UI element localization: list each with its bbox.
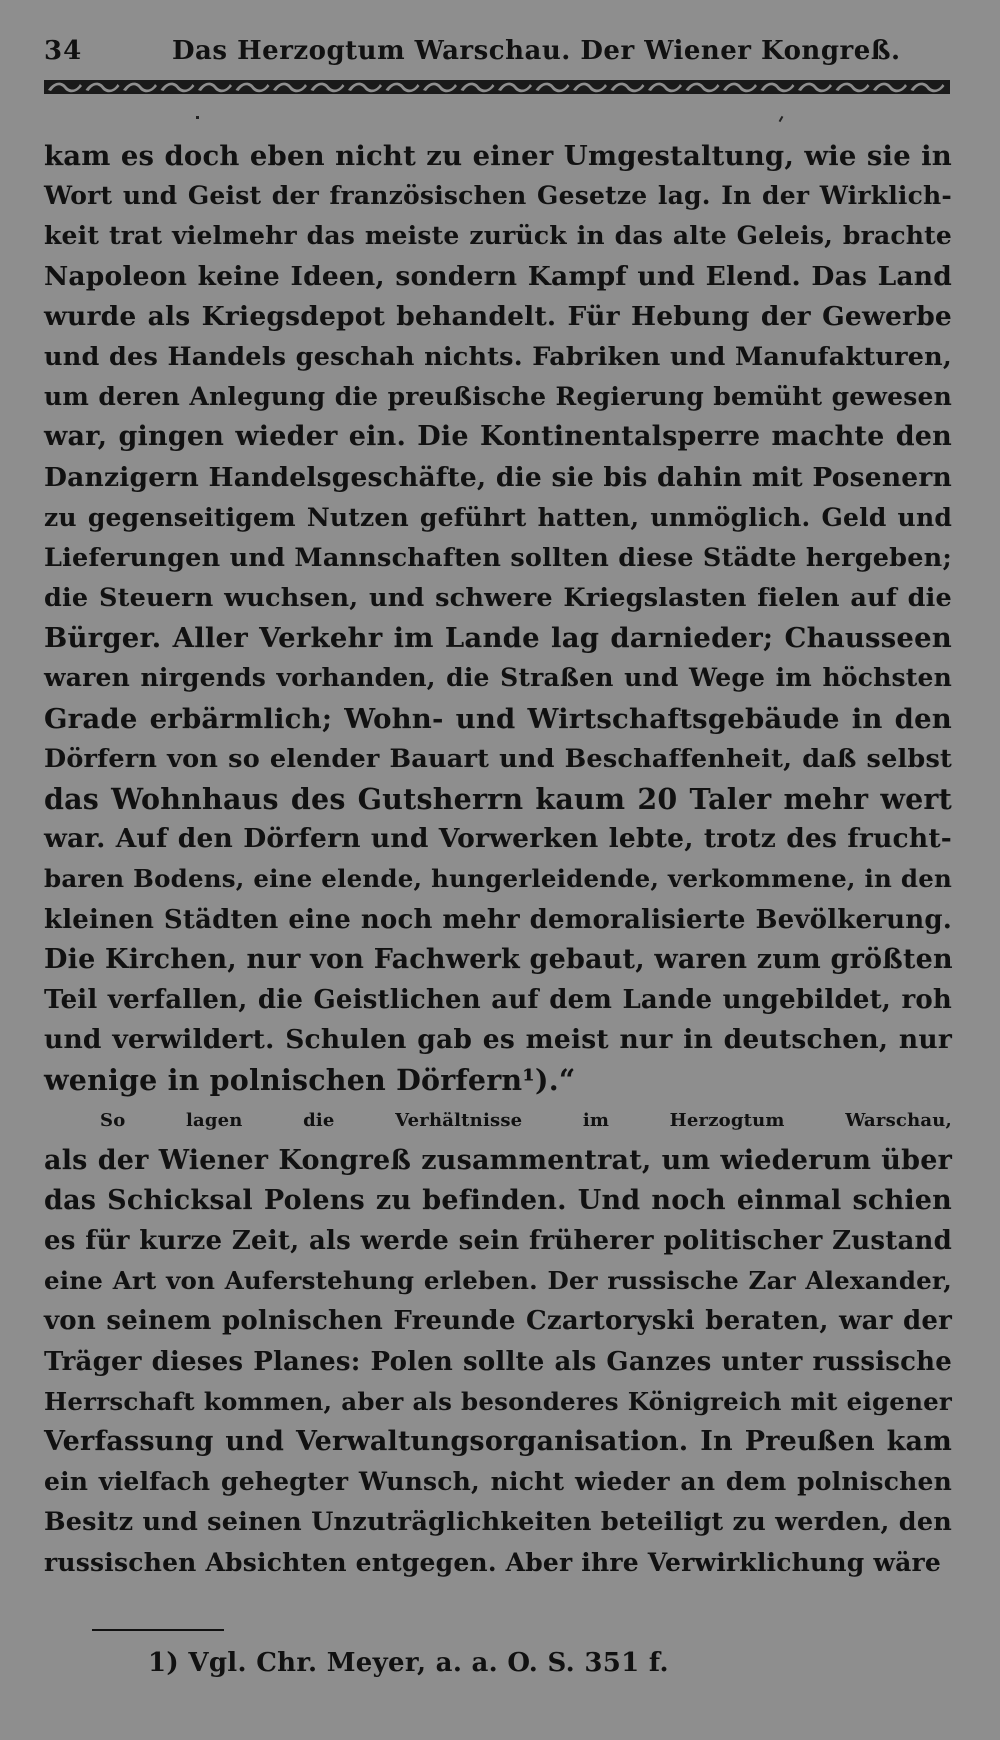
text-line: Träger dieses Planes: Polen sollte als Ganzes unter russische [44, 1346, 952, 1377]
text-line: Wort und Geist der französischen Gesetze lag. In der Wirklich- [44, 181, 952, 211]
text-line: Lieferungen und Mannschaften sollten diese Städte hergeben; [44, 542, 952, 573]
text-line: russischen Absichten entgegen. Aber ihre Verwirklichung wäre [44, 1547, 941, 1577]
text-line: von seinem polnischen Freunde Czartoryski beraten, war der [44, 1306, 952, 1337]
text-line: So lagen die Verhältnisse im Herzogtum Warschau, [100, 1109, 952, 1131]
page-header [44, 30, 950, 70]
text-line: Bürger. Aller Verkehr im Lande lag darnieder; Chausseen [44, 622, 952, 655]
paragraph [44, 1101, 952, 1583]
running-title: Das Herzogtum Warschau. Der Wiener Kongreß. [172, 36, 901, 66]
text-line: und verwildert. Schulen gab es meist nur in deutschen, nur [44, 1024, 952, 1056]
text-line: eine Art von Auferstehung erleben. Der russische Zar Alexander, [44, 1266, 952, 1296]
text-line: wenige in polnischen Dörfern¹).“ [44, 1063, 576, 1098]
text-line: Danzigern Handelsgeschäfte, die sie bis dahin mit Posenern [44, 461, 952, 493]
text-line: um deren Anlegung die preußische Regierung bemüht gewesen [44, 382, 952, 412]
paragraph [44, 136, 952, 1101]
text-line: und des Handels geschah nichts. Fabriken und Manufakturen, [44, 341, 952, 372]
text-line: Teil verfallen, die Geistlichen auf dem Lande ungebildet, roh [44, 984, 952, 1015]
text-line: Besitz und seinen Unzuträglichkeiten beteiligt zu werden, den [44, 1507, 952, 1538]
text-line: wurde als Kriegsdepot behandelt. Für Hebung der Gewerbe [44, 300, 952, 332]
footnote-divider [92, 1629, 224, 1631]
text-line: die Steuern wuchsen, und schwere Kriegslasten fielen auf die [44, 583, 952, 614]
decorative-border-icon [44, 78, 950, 96]
text-line: ein vielfach gehegter Wunsch, nicht wieder an dem polnischen [44, 1467, 952, 1497]
text-line: Grade erbärmlich; Wohn- und Wirtschaftsgebäude in den [44, 702, 952, 735]
text-line: Herrschaft kommen, aber als besonderes Königreich mit eigener [44, 1386, 952, 1416]
text-line: das Wohnhaus des Gutsherrn kaum 20 Taler mehr wert [44, 782, 952, 816]
scan-speck [779, 116, 784, 122]
main-text [44, 136, 952, 1583]
text-line: zu gegenseitigem Nutzen geführt hatten, unmöglich. Geld und [44, 502, 952, 532]
scan-speck [196, 116, 199, 119]
text-line: war, gingen wieder ein. Die Kontinentalsperre machte den [44, 421, 952, 453]
text-line: Verfassung und Verwaltungsorganisation. In Preußen kam [44, 1426, 952, 1457]
text-line: keit trat vielmehr das meiste zurück in das alte Geleis, brachte [44, 221, 952, 251]
text-line: kam es doch eben nicht zu einer Umgestaltung, wie sie in [44, 140, 952, 172]
text-line: waren nirgends vorhanden, die Straßen und Wege im höchsten [44, 663, 952, 693]
text-line: das Schicksal Polens zu befinden. Und noch einmal schien [44, 1184, 952, 1216]
footnote [148, 1648, 669, 1678]
text-line: Die Kirchen, nur von Fachwerk gebaut, waren zum größten [44, 943, 953, 975]
text-line: kleinen Städten eine noch mehr demoralisierte Bevölkerung. [44, 904, 952, 935]
text-line: als der Wiener Kongreß zusammentrat, um wiederum über [44, 1144, 952, 1176]
footnote-marker: 1) [148, 1648, 179, 1678]
footnote-text: Vgl. Chr. Meyer, a. a. O. S. 351 f. [188, 1648, 669, 1678]
text-line: es für kurze Zeit, als werde sein früherer politischer Zustand [44, 1226, 952, 1257]
text-line: Dörfern von so elender Bauart und Beschaffenheit, daß selbst [44, 743, 952, 774]
page-number: 34 [44, 36, 83, 66]
text-line: war. Auf den Dörfern und Vorwerken lebte, trotz des frucht- [44, 823, 952, 855]
text-line: baren Bodens, eine elende, hungerleidende, verkommene, in den [44, 864, 952, 894]
text-line: Napoleon keine Ideen, sondern Kampf und Elend. Das Land [44, 260, 952, 292]
